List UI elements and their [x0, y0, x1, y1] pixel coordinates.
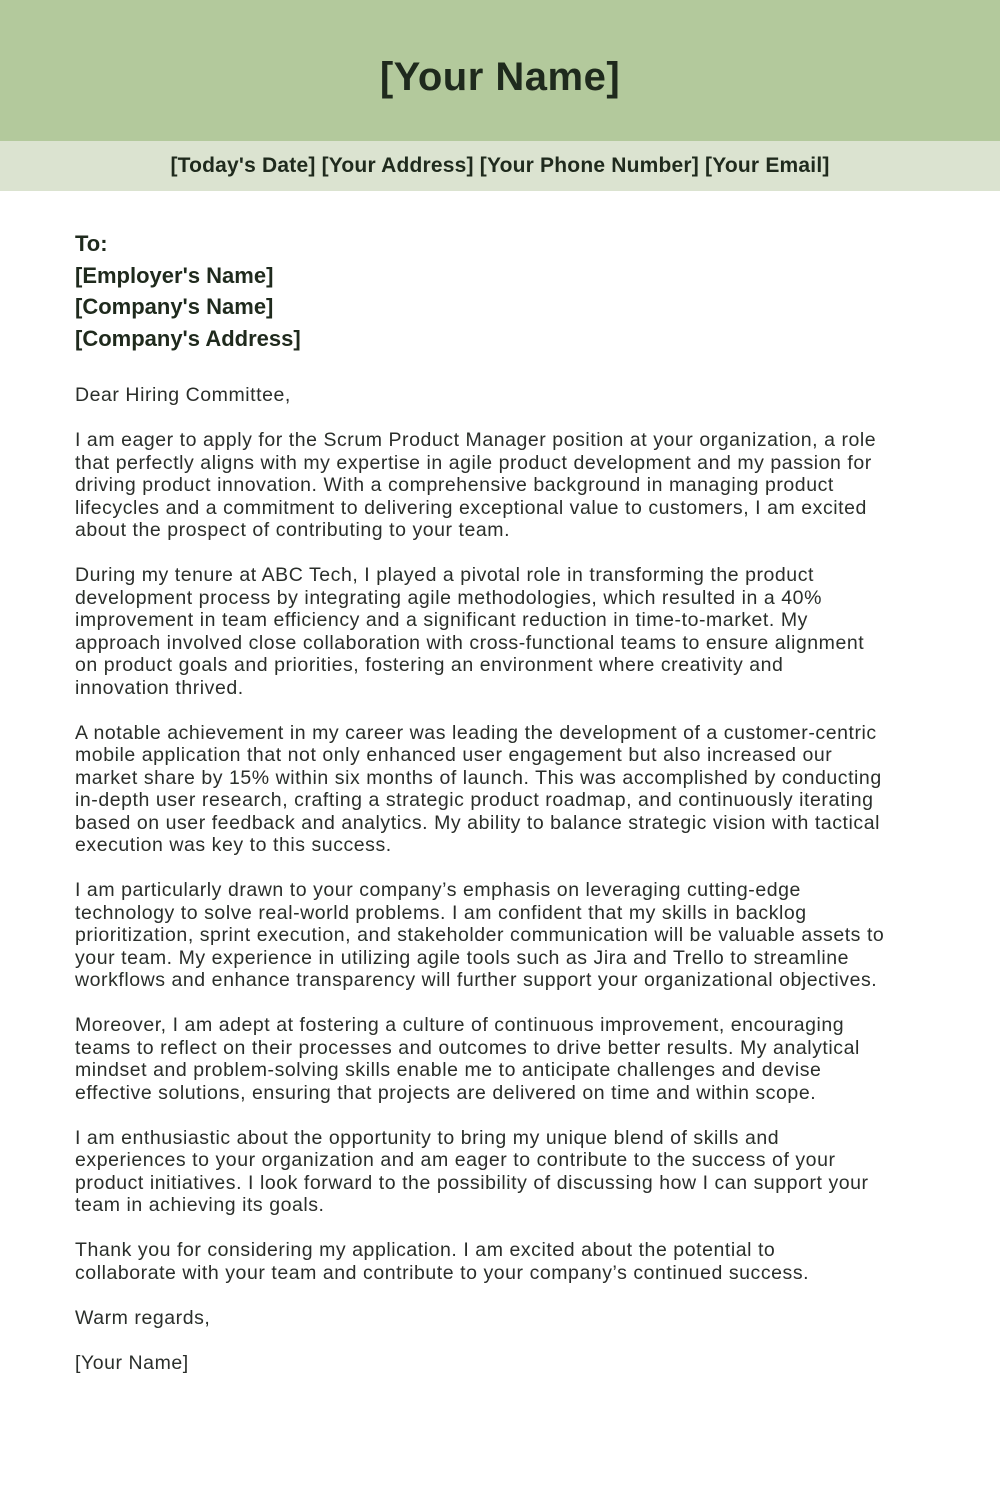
paragraph-line: product initiatives. I look forward to the possibility of discussing how I can support your [75, 1171, 869, 1194]
body-paragraph [75, 722, 925, 857]
paragraph-line: workflows and enhance transparency will further support your organizational objectives. [75, 969, 878, 991]
paragraph-line: I am enthusiastic about the opportunity to bring my unique blend of skills and [75, 1126, 780, 1149]
paragraph-line: in-depth user research, crafting a strategic product roadmap, and continuously iterating [75, 789, 874, 811]
paragraph-line: development process by integrating agile methodologies, which resulted in a 40% [75, 586, 822, 609]
paragraph-line: mindset and problem-solving skills enable me to anticipate challenges and devise [75, 1059, 822, 1081]
body-paragraph [75, 1014, 925, 1104]
paragraph-line: driving product innovation. With a comprehensive background in managing product [75, 474, 834, 496]
paragraph-line: I am particularly drawn to your company’s emphasis on leveraging cutting-edge [75, 879, 801, 901]
employer-name: [Employer's Name] [75, 262, 274, 288]
paragraph-line: on product goals and priorities, fostering an environment where creativity and [75, 654, 784, 676]
paragraph-line: mobile application that not only enhanced user engagement but also increased our [75, 744, 833, 766]
signature: [Your Name] [75, 1351, 189, 1374]
letter-content [0, 228, 1000, 1374]
body-paragraph [75, 879, 925, 992]
body-paragraph [75, 1127, 925, 1217]
paragraph-line: prioritization, sprint execution, and stakeholder communication will be valuable assets to [75, 924, 885, 946]
paragraph-line: A notable achievement in my career was leading the development of a customer-centric [75, 721, 877, 744]
company-name: [Company's Name] [75, 294, 274, 319]
paragraph-line: your team. My experience in utilizing agile tools such as Jira and Trello to streamline [75, 946, 850, 969]
recipient-block [75, 228, 925, 354]
paragraph-line: market share by 15% within six months of launch. This was accomplished by conducting [75, 766, 882, 789]
paragraph-line: approach involved close collaboration with cross-functional teams to ensure alignment [75, 631, 865, 654]
recipient-label: To: [75, 231, 108, 256]
paragraph-line: collaborate with your team and contribute to your company’s continued success. [75, 1261, 810, 1284]
salutation: Dear Hiring Committee, [75, 384, 291, 406]
contact-info: [Today's Date] [Your Address] [Your Phone Number] [Your Email] [170, 154, 830, 177]
paragraph-line: technology to solve real-world problems. I am confident that my skills in backlog [75, 901, 807, 924]
paragraph-line: about the prospect of contributing to your team. [75, 519, 511, 541]
paragraph-line: Moreover, I am adept at fostering a culture of continuous improvement, encouraging [75, 1014, 845, 1036]
body-paragraph [75, 1239, 925, 1284]
paragraph-line: teams to reflect on their processes and outcomes to drive better results. My analytical [75, 1036, 860, 1059]
paragraph-line: based on user feedback and analytics. My ability to balance strategic vision with tactical [75, 811, 880, 834]
body-paragraph [75, 564, 925, 699]
paragraph-line: lifecycles and a commitment to delivering exceptional value to customers, I am excited [75, 496, 867, 519]
paragraph-line: that perfectly aligns with my expertise in agile product development and my passion for [75, 451, 872, 474]
closing: Warm regards, [75, 1306, 211, 1329]
paragraph-line: effective solutions, ensuring that projects are delivered on time and within scope. [75, 1081, 817, 1104]
paragraph-line: During my tenure at ABC Tech, I played a pivotal role in transforming the product [75, 564, 814, 586]
company-address: [Company's Address] [75, 325, 301, 351]
paragraph-line: innovation thrived. [75, 676, 244, 699]
contact-bar [0, 141, 1000, 191]
paragraph-line: team in achieving its goals. [75, 1194, 325, 1216]
paragraph-line: I am eager to apply for the Scrum Product Manager position at your organization, a role [75, 429, 877, 451]
sender-name: [Your Name] [379, 55, 621, 99]
paragraph-line: experiences to your organization and am eager to contribute to the success of your [75, 1149, 836, 1171]
paragraph-line: Thank you for considering my application. I am excited about the potential to [75, 1239, 776, 1261]
paragraph-line: improvement in team efficiency and a significant reduction in time-to-market. My [75, 609, 808, 631]
body-paragraph [75, 429, 925, 542]
letter-body [75, 384, 925, 1374]
paragraph-line: execution was key to this success. [75, 834, 392, 856]
letter-header [0, 0, 1000, 141]
